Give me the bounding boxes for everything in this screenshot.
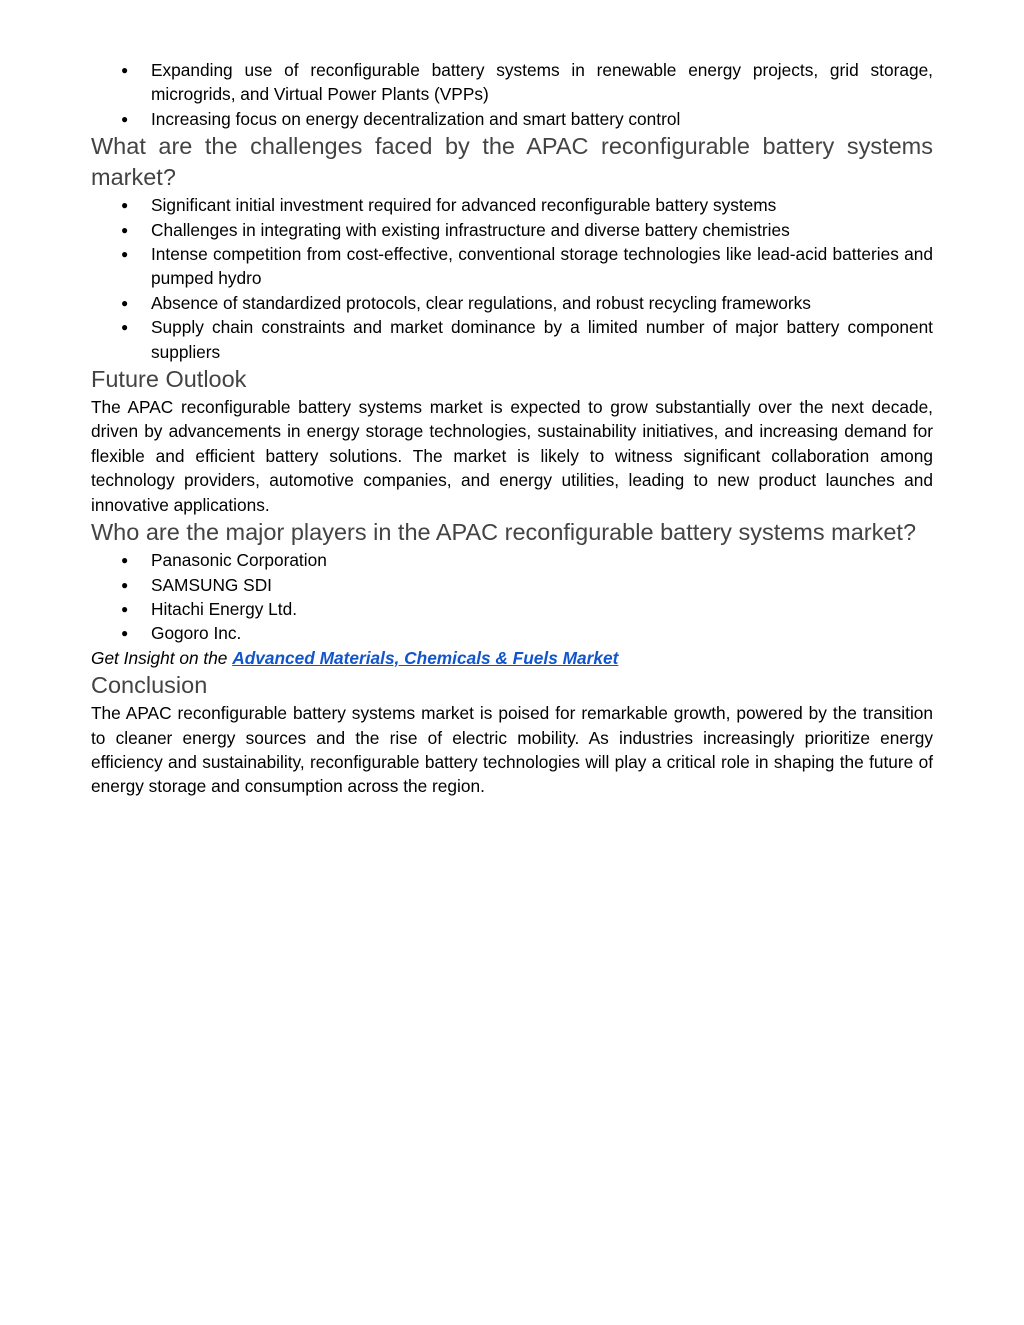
list-item-text: Expanding use of reconfigurable battery systems in renewable energy projects, grid storage, microgrids, and Virtual Power Plants (VPPs): [151, 60, 933, 105]
challenges-list: [91, 193, 933, 364]
list-item: [91, 621, 933, 645]
list-item: [91, 193, 933, 217]
list-item: [91, 573, 933, 597]
list-item: [91, 548, 933, 572]
bullet-icon: ●: [121, 320, 129, 335]
list-item-text: Intense competition from cost-effective, conventional storage technologies like lead-acid batteries and pumped hydro: [151, 244, 933, 289]
insight-prefix: Get Insight on the: [91, 647, 233, 668]
bullet-icon: ●: [121, 626, 129, 641]
bullet-icon: ●: [121, 198, 129, 213]
players-heading: Who are the major players in the APAC reconfigurable battery systems market?: [91, 519, 917, 546]
list-item: [91, 218, 933, 242]
list-item-text: Absence of standardized protocols, clear regulations, and robust recycling frameworks: [151, 292, 811, 313]
bullet-icon: ●: [121, 222, 129, 237]
list-item: [91, 58, 933, 107]
list-item-text: Challenges in integrating with existing infrastructure and diverse battery chemistries: [151, 219, 790, 240]
list-item-text: SAMSUNG SDI: [151, 574, 272, 595]
outlook-heading: Future Outlook: [91, 366, 247, 393]
list-item-text: Increasing focus on energy decentralization and smart battery control: [151, 108, 681, 129]
list-item: [91, 242, 933, 291]
document-page: [91, 58, 933, 799]
list-item-text: Panasonic Corporation: [151, 550, 327, 571]
bullet-icon: ●: [121, 63, 129, 77]
bullet-icon: ●: [121, 553, 129, 568]
list-item-text: Significant initial investment required for advanced reconfigurable battery systems: [151, 195, 777, 216]
list-item-text: Gogoro Inc.: [151, 623, 242, 644]
intro-bullet-list: [91, 58, 933, 131]
list-item: [91, 597, 933, 621]
list-item: [91, 107, 933, 131]
bullet-icon: ●: [121, 247, 129, 262]
market-report-link[interactable]: Advanced Materials, Chemicals & Fuels Market: [232, 647, 619, 668]
players-list: [91, 548, 933, 646]
outlook-paragraph: The APAC reconfigurable battery systems market is expected to grow substantially over the next decade, driven by advancements in energy storage technologies, sustainability initiatives, and increasing demand for flexible and efficient battery solutions. The market is likely to witness significant collaboration among technology providers, automotive companies, and energy utilities, leading to new product launches and innovative applications.: [91, 397, 933, 515]
conclusion-paragraph: The APAC reconfigurable battery systems market is poised for remarkable growth, powered by the transition to cleaner energy sources and the rise of electric mobility. As industries increasingly prioritize energy efficiency and sustainability, reconfigurable battery technologies will play a critical role in shaping the future of energy storage and consumption across the region.: [91, 703, 933, 797]
bullet-icon: ●: [121, 295, 129, 310]
list-item: [91, 291, 933, 315]
bullet-icon: ●: [121, 601, 129, 616]
bullet-icon: ●: [121, 577, 129, 592]
challenges-heading: What are the challenges faced by the APAC reconfigurable battery systems market?: [91, 133, 933, 191]
conclusion-heading: Conclusion: [91, 672, 208, 699]
insight-line: [91, 646, 933, 670]
bullet-icon: ●: [121, 111, 129, 126]
list-item-text: Hitachi Energy Ltd.: [151, 598, 298, 619]
list-item: [91, 315, 933, 364]
list-item-text: Supply chain constraints and market dominance by a limited number of major battery component suppliers: [151, 317, 933, 362]
